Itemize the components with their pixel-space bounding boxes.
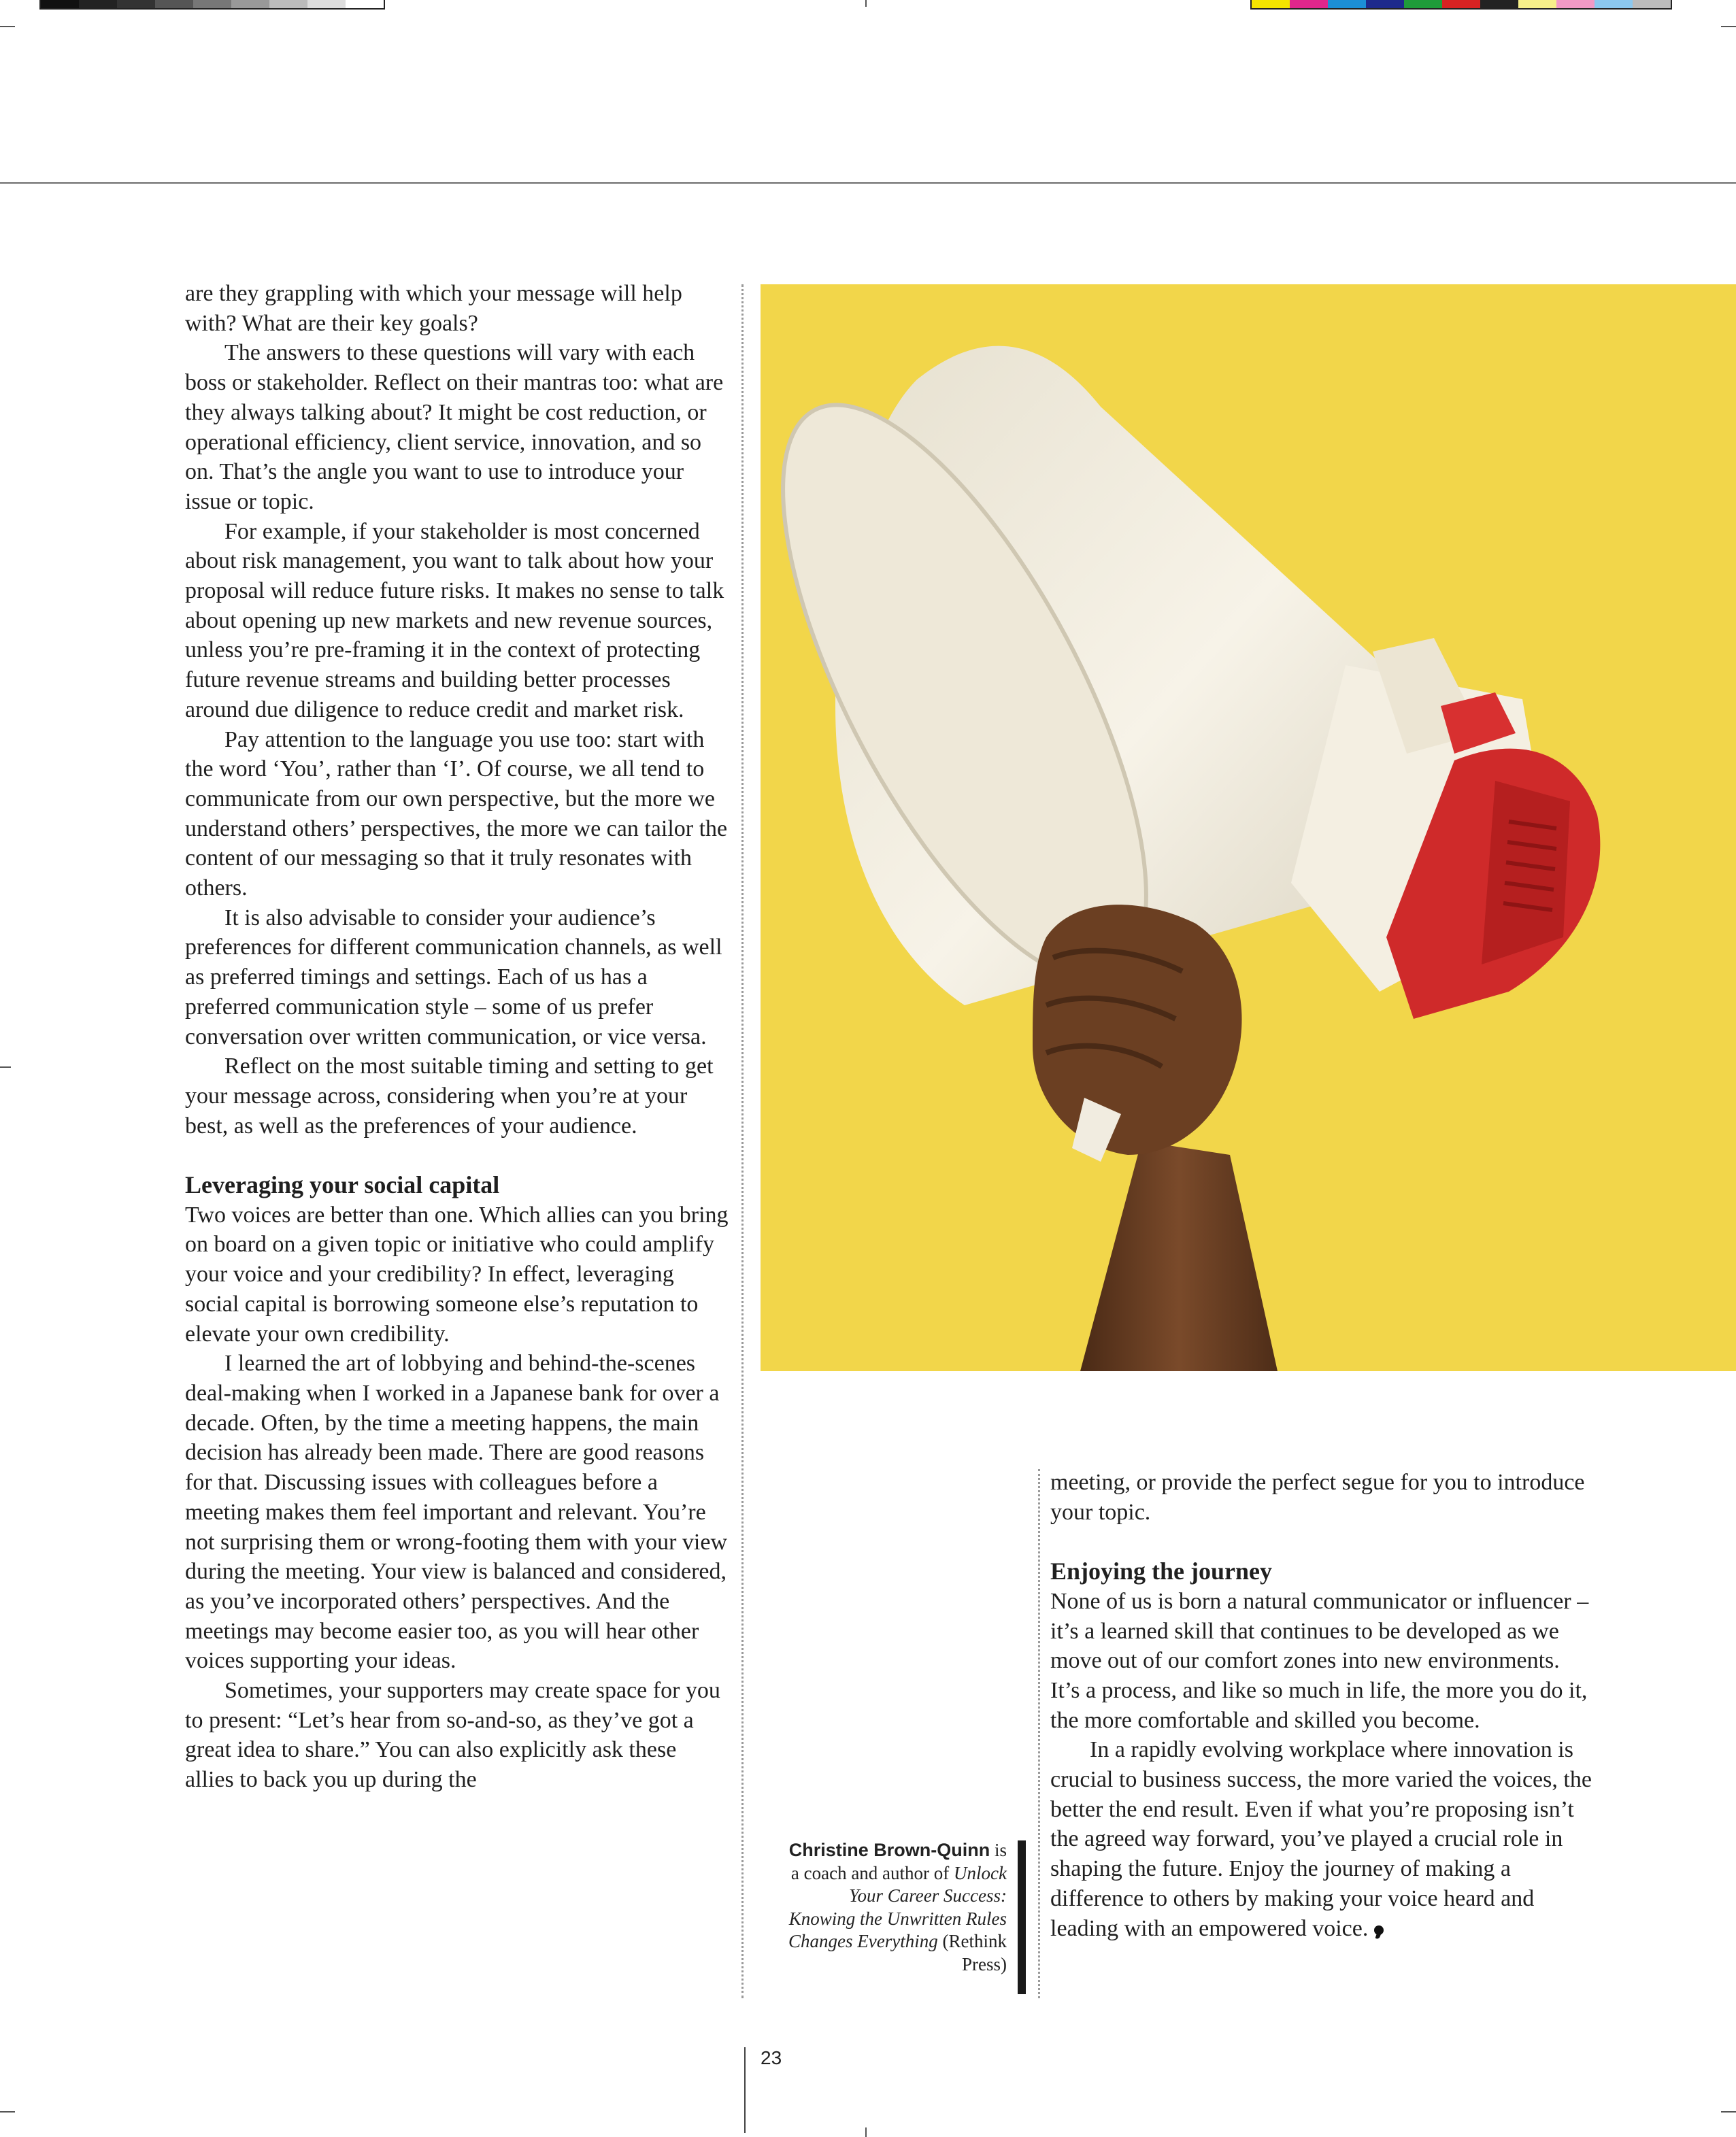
paragraph: Sometimes, your supporters may create space for you to present: “Let’s hear from so-and-so, as they’ve got a great idea to share.” You can also explicitly ask these allies to back you up during the [185,1678,720,1793]
right-article-column [1050,1468,1595,1943]
page-number: 23 [761,2047,782,2068]
section-heading: Enjoying the journey [1050,1558,1273,1585]
crop-mark [1721,26,1736,27]
folio-divider [744,2047,746,2133]
crop-mark [865,2127,867,2137]
column-divider [741,284,744,1998]
crop-mark [0,1066,11,1068]
paragraph: It is also advisable to consider your audience’s preferences for different communication channels, as well as preferred timings and settings. Each of us has a preferred communication style – some of us prefer conversation over written communication, or vice versa. [185,905,722,1049]
paragraph: meeting, or provide the perfect segue for you to introduce your topic. [1050,1470,1585,1525]
bio-accent-bar [1018,1840,1026,1994]
paragraph: The answers to these questions will vary with each boss or stakeholder. Reflect on their mantras too: what are they always talking about? It might be cost reduction, or operational efficiency, client service, innovation, and so on. That’s the angle you want to use to introduce your issue or topic. [185,340,724,514]
paragraph: None of us is born a natural communicator or influencer – it’s a learned skill that continues to be developed as we move out of our comfort zones into new environments. It’s a process, and like so much in life, the more you do it, the more comfortable and skilled you become. [1050,1588,1589,1733]
section-heading: Leveraging your social capital [185,1171,500,1199]
paragraph: Reflect on the most suitable timing and setting to get your message across, considering when you’re at your best, as well as the preferences of your audience. [185,1054,714,1139]
publisher: (Rethink Press) [942,1931,1007,1974]
bio-text: is a coach and author of [790,1840,1007,1883]
megaphone-photo [761,284,1736,1371]
paragraph [1050,1735,1595,1943]
paragraph: For example, if your stakeholder is most concerned about risk management, you want to talk about how your proposal will reduce future risks. It makes no sense to talk about opening up new markets and new revenue sources, unless you’re pre-framing it in the context of protecting future revenue streams and building better processes around due diligence to reduce credit and market risk. [185,518,724,722]
closing-text: In a rapidly evolving workplace where innovation is crucial to business success, the more varied the voices, the better the end result. Even if what you’re proposing isn’t the agreed way forward, you’ve played a crucial role in shaping the future. Enjoy the journey of making a difference to others by making your voice heard and leading with an empowered voice. [1050,1737,1592,1941]
paragraph: Two voices are better than one. Which allies can you bring on board on a given topic or initiative who could amplify your voice and your credibility? In effect, leveraging social capital is borrowing someone else’s reputation to elevate your own credibility. [185,1202,729,1347]
greyscale-calibration-bar [39,0,385,10]
paragraph: are they grappling with which your message will help with? What are their key goals? [185,281,682,336]
crop-mark [865,0,867,7]
left-article-column [185,279,729,1795]
author-name: Christine Brown-Quinn [788,1840,990,1860]
paragraph: I learned the art of lobbying and behind-the-scenes deal-making when I worked in a Japanese bank for over a decade. Often, by the time a meeting happens, the main decision has already been made. There are good reasons for that. Discussing issues with colleagues before a meeting makes them feel important and relevant. You’re not surprising them or wrong-footing them with your view during the meeting. Your view is balanced and considered, as you’ve incorporated others’ perspectives. And the meetings may become easier too, as you will hear other voices supporting your ideas. [185,1351,728,1674]
author-bio [782,1839,1007,1976]
crop-mark [1721,2111,1736,2113]
megaphone-icon [761,284,1736,1371]
book-title: Unlock Your Career Success: Knowing the Unwritten Rules Changes Everything [788,1862,1007,1951]
paragraph: Pay attention to the language you use too: start with the word ‘You’, rather than ‘I’. Of course, we all tend to communicate from our own perspective, but the more we understand others’ perspectives, the more we can tailor the content of our messaging so that it truly resonates with others. [185,726,728,901]
crop-mark [0,26,15,27]
header-rule [0,182,1736,184]
colour-calibration-bar [1250,0,1672,10]
end-of-article-icon [1374,1925,1384,1935]
column-divider [1038,1469,1040,1998]
crop-mark [0,2111,15,2113]
